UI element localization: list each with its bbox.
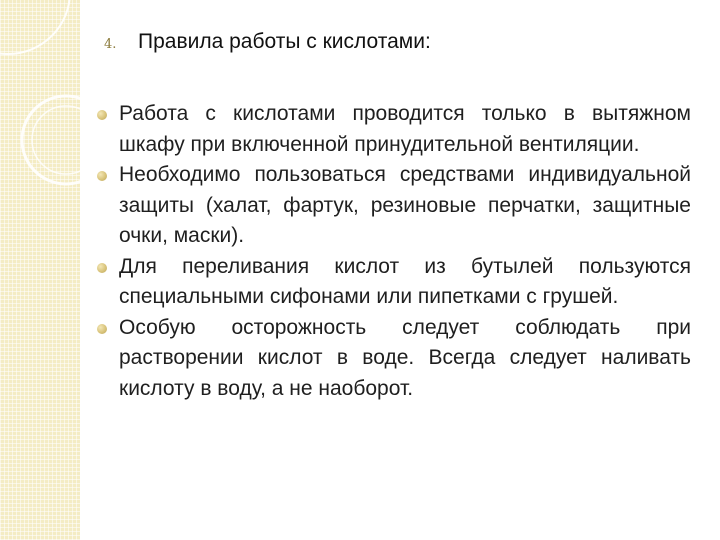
slide-title: Правила работы с кислотами: <box>138 30 431 53</box>
list-item <box>97 160 691 252</box>
list-item <box>97 313 691 405</box>
list-item <box>97 99 691 160</box>
bullet-icon <box>97 171 107 181</box>
list-item-text: Особую осторожность следует соблюдать при растворении кислот в воде. Всегда следует наливать кислоту в воду, а не наоборот. <box>119 315 691 400</box>
slide-header <box>104 30 431 62</box>
rules-list <box>97 99 691 404</box>
bullet-icon <box>97 324 107 334</box>
list-item <box>97 252 691 313</box>
slide-number: 4. <box>104 37 117 52</box>
list-item-text: Для переливания кислот из бутылей пользуются специальными сифонами или пипетками с грушей. <box>119 254 691 308</box>
list-item-text: Необходимо пользоваться средствами индивидуальной защиты (халат, фартук, резиновые перчатки, защитные очки, маски). <box>119 163 691 247</box>
list-item-text: Работа с кислотами проводится только в вытяжном шкафу при включенной принудительной вентиляции. <box>119 102 691 156</box>
bullet-icon <box>97 110 107 120</box>
bullet-icon <box>97 263 107 273</box>
